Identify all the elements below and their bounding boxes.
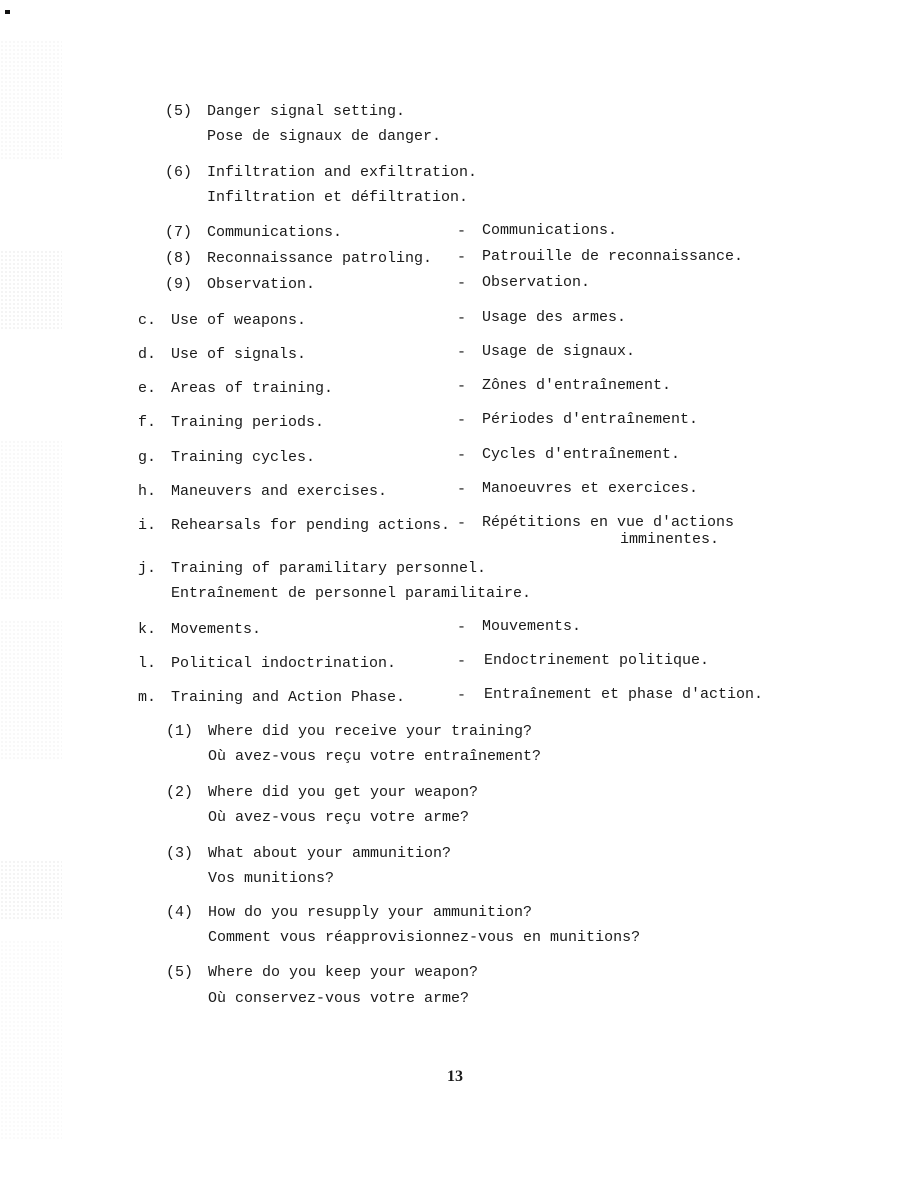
- item-number: (5): [165, 103, 193, 120]
- item-letter: g.: [138, 449, 157, 466]
- question-french: Où conservez-vous votre arme?: [208, 990, 470, 1007]
- scan-edge-noise: [0, 860, 62, 920]
- question-number: (3): [166, 845, 194, 862]
- item-dash: -: [457, 412, 467, 429]
- item-english: Observation.: [207, 276, 316, 293]
- item-number: (7): [165, 224, 193, 241]
- item-french: Manoeuvres et exercices.: [482, 480, 699, 497]
- item-dash: -: [457, 378, 467, 395]
- item-letter: l.: [138, 655, 157, 672]
- question-french: Vos munitions?: [208, 870, 335, 887]
- item-french: Patrouille de reconnaissance.: [482, 248, 744, 265]
- item-french: Zônes d'entraînement.: [482, 377, 672, 394]
- scan-edge-noise: [0, 620, 62, 760]
- item-dash: -: [457, 481, 467, 498]
- item-english: Training cycles.: [171, 449, 316, 466]
- item-french: Usage de signaux.: [482, 343, 636, 360]
- question-english: What about your ammunition?: [208, 845, 452, 862]
- item-french: Entraînement de personnel paramilitaire.: [171, 585, 532, 602]
- scan-edge-noise: [0, 40, 62, 160]
- item-number: (8): [165, 250, 193, 267]
- item-letter: h.: [138, 483, 157, 500]
- question-number: (2): [166, 784, 194, 801]
- item-french: Communications.: [482, 222, 618, 239]
- item-letter: f.: [138, 414, 157, 431]
- item-number: (9): [165, 276, 193, 293]
- item-letter: i.: [138, 517, 157, 534]
- item-french: Infiltration et défiltration.: [207, 189, 469, 206]
- item-english: Reconnaissance patroling.: [207, 250, 433, 267]
- scan-edge-noise: [0, 250, 62, 330]
- question-english: How do you resupply your ammunition?: [208, 904, 533, 921]
- item-french: Cycles d'entraînement.: [482, 446, 681, 463]
- item-dash: -: [457, 344, 467, 361]
- item-letter: c.: [138, 312, 157, 329]
- item-french: Usage des armes.: [482, 309, 627, 326]
- item-english: Movements.: [171, 621, 262, 638]
- item-french: Répétitions en vue d'actions: [482, 514, 735, 531]
- item-dash: -: [457, 515, 467, 532]
- item-french: Entraînement et phase d'action.: [484, 686, 764, 703]
- question-french: Où avez-vous reçu votre arme?: [208, 809, 470, 826]
- item-dash: -: [457, 223, 467, 240]
- item-french: Endoctrinement politique.: [484, 652, 710, 669]
- item-english: Maneuvers and exercises.: [171, 483, 388, 500]
- scan-mark: [5, 10, 10, 14]
- item-english: Training periods.: [171, 414, 325, 431]
- question-french: Où avez-vous reçu votre entraînement?: [208, 748, 542, 765]
- item-letter: d.: [138, 346, 157, 363]
- item-french: Mouvements.: [482, 618, 582, 635]
- item-letter: k.: [138, 621, 157, 638]
- item-dash: -: [457, 619, 467, 636]
- item-english: Rehearsals for pending actions.: [171, 517, 451, 534]
- item-letter: m.: [138, 689, 157, 706]
- question-english: Where did you get your weapon?: [208, 784, 479, 801]
- item-dash: -: [457, 275, 467, 292]
- question-number: (1): [166, 723, 194, 740]
- item-english: Danger signal setting.: [207, 103, 406, 120]
- item-english: Communications.: [207, 224, 343, 241]
- item-english: Use of weapons.: [171, 312, 307, 329]
- item-french: Périodes d'entraînement.: [482, 411, 699, 428]
- item-letter: j.: [138, 560, 157, 577]
- page-number: 13: [447, 1068, 463, 1085]
- item-dash: -: [457, 653, 467, 670]
- question-english: Where do you keep your weapon?: [208, 964, 479, 981]
- item-letter: e.: [138, 380, 157, 397]
- item-english: Training of paramilitary personnel.: [171, 560, 487, 577]
- question-number: (5): [166, 964, 194, 981]
- item-dash: -: [457, 310, 467, 327]
- question-number: (4): [166, 904, 194, 921]
- item-french: Observation.: [482, 274, 591, 291]
- question-english: Where did you receive your training?: [208, 723, 533, 740]
- item-french-continued: imminentes.: [620, 531, 720, 548]
- item-english: Areas of training.: [171, 380, 334, 397]
- item-number: (6): [165, 164, 193, 181]
- item-dash: -: [457, 687, 467, 704]
- item-english: Political indoctrination.: [171, 655, 397, 672]
- item-dash: -: [457, 249, 467, 266]
- item-english: Use of signals.: [171, 346, 307, 363]
- item-english: Infiltration and exfiltration.: [207, 164, 478, 181]
- scan-edge-noise: [0, 940, 62, 1140]
- scan-edge-noise: [0, 440, 62, 600]
- question-french: Comment vous réapprovisionnez-vous en munitions?: [208, 929, 641, 946]
- item-dash: -: [457, 447, 467, 464]
- item-english: Training and Action Phase.: [171, 689, 406, 706]
- item-french: Pose de signaux de danger.: [207, 128, 442, 145]
